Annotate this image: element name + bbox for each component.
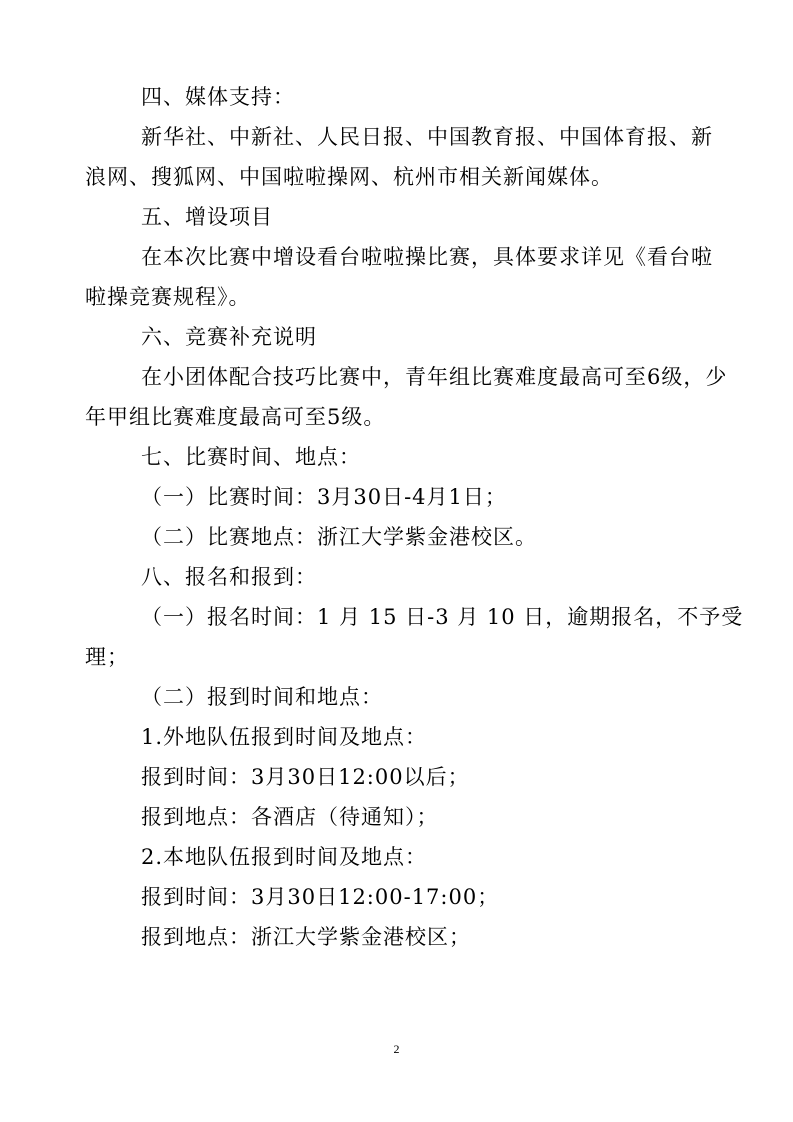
paragraph-line: 报到时间：3月30日12:00-17:00； [141,885,500,909]
heading-supplementary-notes: 六、竞赛补充说明 [141,325,317,349]
paragraph-line: （一）比赛时间：3月30日-4月1日； [141,485,507,509]
heading-registration: 八、报名和报到： [141,565,317,589]
paragraph-line: 啦操竞赛规程》。 [85,285,251,309]
heading-added-items: 五、增设项目 [141,205,273,229]
paragraph-line: 年甲组比赛难度最高可至5级。 [85,405,386,429]
paragraph-line: 报到地点：浙江大学紫金港校区； [141,925,471,949]
paragraph-line: 在本次比赛中增设看台啦啦操比赛，具体要求详见《看台啦 [141,245,713,269]
paragraph-line: 报到时间：3月30日12:00以后； [141,765,470,789]
paragraph-line: 2.本地队伍报到时间及地点： [141,845,428,869]
heading-time-venue: 七、比赛时间、地点： [141,445,361,469]
paragraph-line: 1.外地队伍报到时间及地点： [141,725,428,749]
paragraph-line: 浪网、搜狐网、中国啦啦操网、杭州市相关新闻媒体。 [85,165,613,189]
paragraph-line: 在小团体配合技巧比赛中，青年组比赛难度最高可至6级，少 [141,365,728,389]
paragraph-line: 新华社、中新社、人民日报、中国教育报、中国体育报、新 [141,125,713,149]
paragraph-line: 理； [85,645,129,669]
document-body [85,77,744,957]
paragraph-line: （一）报名时间：1 月 15 日-3 月 10 日，逾期报名，不予受 [141,605,744,629]
heading-media-support: 四、媒体支持： [141,85,295,109]
paragraph-line: （二）报到时间和地点： [141,685,383,709]
page-number: 2 [393,1042,400,1056]
paragraph-line: 报到地点：各酒店（待通知）； [141,805,439,829]
paragraph-line: （二）比赛地点：浙江大学紫金港校区。 [141,525,537,549]
